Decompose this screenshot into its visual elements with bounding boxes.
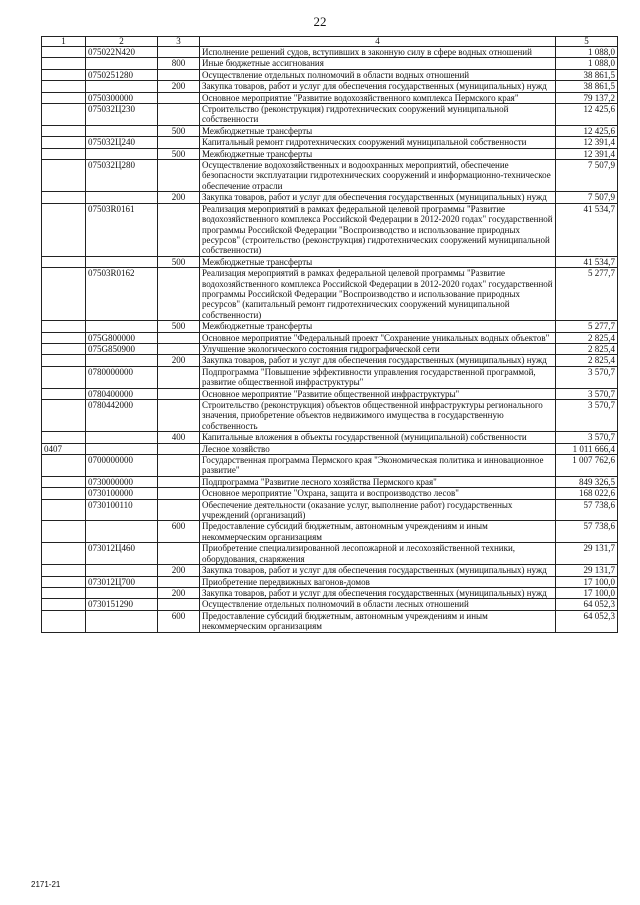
expense-type-cell: 200 xyxy=(158,565,200,576)
table-row xyxy=(42,488,618,499)
expense-type-cell xyxy=(158,499,200,521)
expense-type-cell xyxy=(158,268,200,321)
section-code-cell xyxy=(42,321,86,332)
section-code-cell xyxy=(42,125,86,136)
expense-type-cell: 500 xyxy=(158,125,200,136)
target-article-cell: 075022N420 xyxy=(86,47,158,58)
table-row xyxy=(42,148,618,159)
target-article-cell xyxy=(86,256,158,267)
table-header xyxy=(42,37,618,47)
expense-type-cell xyxy=(158,599,200,610)
target-article-cell xyxy=(86,432,158,443)
target-article-cell: 073012Ц700 xyxy=(86,576,158,587)
expense-type-cell: 800 xyxy=(158,58,200,69)
column-header-3: 3 xyxy=(158,37,200,47)
expense-type-cell xyxy=(158,455,200,477)
expense-type-cell xyxy=(158,366,200,388)
amount-cell: 3 570,7 xyxy=(556,400,618,432)
section-code-cell xyxy=(42,192,86,203)
section-code-cell xyxy=(42,104,86,126)
expense-type-cell: 600 xyxy=(158,521,200,543)
table-row xyxy=(42,587,618,598)
amount-cell: 38 861,5 xyxy=(556,81,618,92)
section-code-cell xyxy=(42,203,86,256)
table-row xyxy=(42,388,618,399)
amount-cell: 3 570,7 xyxy=(556,432,618,443)
amount-cell: 64 052,3 xyxy=(556,599,618,610)
amount-cell: 5 277,7 xyxy=(556,268,618,321)
item-name-cell: Межбюджетные трансферты xyxy=(200,148,556,159)
amount-cell: 12 425,6 xyxy=(556,125,618,136)
expense-type-cell: 200 xyxy=(158,355,200,366)
target-article-cell xyxy=(86,443,158,454)
target-article-cell: 0730100000 xyxy=(86,488,158,499)
item-name-cell: Строительство (реконструкция) объектов общественной инфраструктуры регионального значения, приобретение объектов недвижимого имущества в государственную собственность xyxy=(200,400,556,432)
section-code-cell xyxy=(42,58,86,69)
section-code-cell xyxy=(42,521,86,543)
expense-type-cell xyxy=(158,137,200,148)
table-row xyxy=(42,366,618,388)
item-name-cell: Лесное хозяйство xyxy=(200,443,556,454)
expense-type-cell xyxy=(158,388,200,399)
item-name-cell: Закупка товаров, работ и услуг для обеспечения государственных (муниципальных) нужд xyxy=(200,355,556,366)
section-code-cell xyxy=(42,543,86,565)
amount-cell: 41 534,7 xyxy=(556,256,618,267)
item-name-cell: Основное мероприятие "Федеральный проект "Сохранение уникальных водных объектов" xyxy=(200,332,556,343)
amount-cell: 1 011 666,4 xyxy=(556,443,618,454)
target-article-cell xyxy=(86,58,158,69)
column-header-5: 5 xyxy=(556,37,618,47)
section-code-cell xyxy=(42,332,86,343)
item-name-cell: Исполнение решений судов, вступивших в законную силу в сфере водных отношений xyxy=(200,47,556,58)
table-row xyxy=(42,599,618,610)
amount-cell: 7 507,9 xyxy=(556,160,618,192)
item-name-cell: Иные бюджетные ассигнования xyxy=(200,58,556,69)
target-article-cell xyxy=(86,355,158,366)
section-code-cell xyxy=(42,388,86,399)
target-article-cell: 075032Ц230 xyxy=(86,104,158,126)
section-code-cell xyxy=(42,69,86,80)
target-article-cell: 075G800000 xyxy=(86,332,158,343)
table-row xyxy=(42,499,618,521)
target-article-cell: 075G850900 xyxy=(86,343,158,354)
budget-table xyxy=(41,36,618,633)
target-article-cell xyxy=(86,565,158,576)
item-name-cell: Улучшение экологического состояния гидрографической сети xyxy=(200,343,556,354)
section-code-cell: 0407 xyxy=(42,443,86,454)
target-article-cell xyxy=(86,125,158,136)
item-name-cell: Закупка товаров, работ и услуг для обеспечения государственных (муниципальных) нужд xyxy=(200,565,556,576)
section-code-cell xyxy=(42,81,86,92)
target-article-cell: 075032Ц280 xyxy=(86,160,158,192)
target-article-cell: 0750300000 xyxy=(86,92,158,103)
table-row xyxy=(42,355,618,366)
amount-cell: 168 022,6 xyxy=(556,488,618,499)
section-code-cell xyxy=(42,455,86,477)
expense-type-cell: 500 xyxy=(158,256,200,267)
target-article-cell: 0730151290 xyxy=(86,599,158,610)
section-code-cell xyxy=(42,576,86,587)
section-code-cell xyxy=(42,343,86,354)
table-row xyxy=(42,455,618,477)
table-row xyxy=(42,69,618,80)
table-row xyxy=(42,443,618,454)
section-code-cell xyxy=(42,148,86,159)
expense-type-cell xyxy=(158,203,200,256)
table-row xyxy=(42,521,618,543)
amount-cell: 17 100,0 xyxy=(556,587,618,598)
item-name-cell: Подпрограмма "Повышение эффективности управления государственной программой, развитие общественной инфраструктуры" xyxy=(200,366,556,388)
section-code-cell xyxy=(42,366,86,388)
section-code-cell xyxy=(42,432,86,443)
target-article-cell: 0750251280 xyxy=(86,69,158,80)
table-row xyxy=(42,576,618,587)
amount-cell: 3 570,7 xyxy=(556,366,618,388)
item-name-cell: Капитальные вложения в объекты государственной (муниципальной) собственности xyxy=(200,432,556,443)
amount-cell: 41 534,7 xyxy=(556,203,618,256)
expense-type-cell: 200 xyxy=(158,192,200,203)
amount-cell: 79 137,2 xyxy=(556,92,618,103)
header-row xyxy=(42,37,618,47)
item-name-cell: Осуществление водохозяйственных и водоохранных мероприятий, обеспечение безопасности эксплуатации гидротехнических сооружений и информационно-техническое обеспечение отрасли xyxy=(200,160,556,192)
table-row xyxy=(42,47,618,58)
table-row xyxy=(42,343,618,354)
item-name-cell: Предоставление субсидий бюджетным, автономным учреждениям и иным некоммерческим организациям xyxy=(200,610,556,632)
expense-type-cell xyxy=(158,343,200,354)
amount-cell: 7 507,9 xyxy=(556,192,618,203)
expense-type-cell: 500 xyxy=(158,148,200,159)
amount-cell: 1 088,0 xyxy=(556,58,618,69)
section-code-cell xyxy=(42,137,86,148)
column-header-2: 2 xyxy=(86,37,158,47)
table-row xyxy=(42,192,618,203)
expense-type-cell: 200 xyxy=(158,587,200,598)
expense-type-cell xyxy=(158,47,200,58)
item-name-cell: Межбюджетные трансферты xyxy=(200,256,556,267)
table-row xyxy=(42,125,618,136)
table-body xyxy=(42,47,618,633)
expense-type-cell xyxy=(158,69,200,80)
amount-cell: 5 277,7 xyxy=(556,321,618,332)
item-name-cell: Основное мероприятие "Развитие водохозяйственного комплекса Пермского края" xyxy=(200,92,556,103)
section-code-cell xyxy=(42,160,86,192)
amount-cell: 2 825,4 xyxy=(556,332,618,343)
expense-type-cell xyxy=(158,400,200,432)
expense-type-cell xyxy=(158,543,200,565)
item-name-cell: Реализация мероприятий в рамках федеральной целевой программы "Развитие водохозяйственного комплекса Российской Федерации в 2012-2020 годах" государственной программы Российской Федерации "Воспроизводство и использование природных ресурсов" (капитальный ремонт гидротехнических сооружений муниципальной собственности) xyxy=(200,268,556,321)
target-article-cell: 0730000000 xyxy=(86,476,158,487)
section-code-cell xyxy=(42,355,86,366)
section-code-cell xyxy=(42,92,86,103)
item-name-cell: Осуществление отдельных полномочий в области лесных отношений xyxy=(200,599,556,610)
amount-cell: 3 570,7 xyxy=(556,388,618,399)
expense-type-cell xyxy=(158,332,200,343)
footer-code: 2171-21 xyxy=(31,880,61,889)
expense-type-cell: 400 xyxy=(158,432,200,443)
section-code-cell xyxy=(42,400,86,432)
target-article-cell: 0730100110 xyxy=(86,499,158,521)
amount-cell: 38 861,5 xyxy=(556,69,618,80)
target-article-cell: 07503R0162 xyxy=(86,268,158,321)
section-code-cell xyxy=(42,268,86,321)
expense-type-cell xyxy=(158,476,200,487)
target-article-cell: 0780442000 xyxy=(86,400,158,432)
page-number: 22 xyxy=(313,14,327,29)
amount-cell: 2 825,4 xyxy=(556,343,618,354)
table-row xyxy=(42,565,618,576)
item-name-cell: Подпрограмма "Развитие лесного хозяйства Пермского края" xyxy=(200,476,556,487)
item-name-cell: Закупка товаров, работ и услуг для обеспечения государственных (муниципальных) нужд xyxy=(200,192,556,203)
table-row xyxy=(42,92,618,103)
section-code-cell xyxy=(42,256,86,267)
table-row xyxy=(42,137,618,148)
target-article-cell: 0780400000 xyxy=(86,388,158,399)
table-row xyxy=(42,543,618,565)
table-row xyxy=(42,432,618,443)
target-article-cell xyxy=(86,81,158,92)
section-code-cell xyxy=(42,587,86,598)
item-name-cell: Осуществление отдельных полномочий в области водных отношений xyxy=(200,69,556,80)
column-header-1: 1 xyxy=(42,37,86,47)
expense-type-cell: 200 xyxy=(158,81,200,92)
amount-cell: 1 088,0 xyxy=(556,47,618,58)
item-name-cell: Закупка товаров, работ и услуг для обеспечения государственных (муниципальных) нужд xyxy=(200,81,556,92)
item-name-cell: Межбюджетные трансферты xyxy=(200,321,556,332)
table-row xyxy=(42,610,618,632)
item-name-cell: Обеспечение деятельности (оказание услуг, выполнение работ) государственных учреждений (организаций) xyxy=(200,499,556,521)
target-article-cell xyxy=(86,587,158,598)
item-name-cell: Основное мероприятие "Охрана, защита и воспроизводство лесов" xyxy=(200,488,556,499)
target-article-cell xyxy=(86,192,158,203)
item-name-cell: Капитальный ремонт гидротехнических сооружений муниципальной собственности xyxy=(200,137,556,148)
section-code-cell xyxy=(42,599,86,610)
expense-type-cell xyxy=(158,576,200,587)
target-article-cell xyxy=(86,521,158,543)
amount-cell: 17 100,0 xyxy=(556,576,618,587)
item-name-cell: Основное мероприятие "Развитие общественной инфраструктуры" xyxy=(200,388,556,399)
section-code-cell xyxy=(42,488,86,499)
expense-type-cell xyxy=(158,443,200,454)
amount-cell: 29 131,7 xyxy=(556,565,618,576)
item-name-cell: Реализация мероприятий в рамках федеральной целевой программы "Развитие водохозяйственного комплекса Российской Федерации в 2012-2020 годах" государственной программы Российской Федерации "Воспроизводство и использование природных ресурсов" (строительство (реконструкция) гидротехнических сооружений муниципальной собственности) xyxy=(200,203,556,256)
expense-type-cell: 500 xyxy=(158,321,200,332)
amount-cell: 64 052,3 xyxy=(556,610,618,632)
expense-type-cell xyxy=(158,160,200,192)
section-code-cell xyxy=(42,47,86,58)
amount-cell: 2 825,4 xyxy=(556,355,618,366)
target-article-cell xyxy=(86,610,158,632)
table-row xyxy=(42,203,618,256)
target-article-cell: 0780000000 xyxy=(86,366,158,388)
item-name-cell: Государственная программа Пермского края "Экономическая политика и инновационное развитие" xyxy=(200,455,556,477)
amount-cell: 29 131,7 xyxy=(556,543,618,565)
item-name-cell: Приобретение передвижных вагонов-домов xyxy=(200,576,556,587)
amount-cell: 57 738,6 xyxy=(556,499,618,521)
table-row xyxy=(42,476,618,487)
table-row xyxy=(42,104,618,126)
target-article-cell: 075032Ц240 xyxy=(86,137,158,148)
table-row xyxy=(42,81,618,92)
table-row xyxy=(42,58,618,69)
amount-cell: 12 425,6 xyxy=(556,104,618,126)
section-code-cell xyxy=(42,499,86,521)
amount-cell: 849 326,5 xyxy=(556,476,618,487)
target-article-cell: 07503R0161 xyxy=(86,203,158,256)
item-name-cell: Межбюджетные трансферты xyxy=(200,125,556,136)
amount-cell: 12 391,4 xyxy=(556,148,618,159)
table-row xyxy=(42,268,618,321)
target-article-cell xyxy=(86,321,158,332)
table-row xyxy=(42,400,618,432)
expense-type-cell xyxy=(158,92,200,103)
amount-cell: 57 738,6 xyxy=(556,521,618,543)
table-row xyxy=(42,332,618,343)
item-name-cell: Строительство (реконструкция) гидротехнических сооружений муниципальной собственности xyxy=(200,104,556,126)
item-name-cell: Приобретение специализированной лесопожарной и лесохозяйственной техники, оборудования, снаряжения xyxy=(200,543,556,565)
amount-cell: 12 391,4 xyxy=(556,137,618,148)
expense-type-cell xyxy=(158,488,200,499)
item-name-cell: Закупка товаров, работ и услуг для обеспечения государственных (муниципальных) нужд xyxy=(200,587,556,598)
expense-type-cell: 600 xyxy=(158,610,200,632)
column-header-4: 4 xyxy=(200,37,556,47)
section-code-cell xyxy=(42,610,86,632)
table-row xyxy=(42,321,618,332)
expense-type-cell xyxy=(158,104,200,126)
section-code-cell xyxy=(42,565,86,576)
item-name-cell: Предоставление субсидий бюджетным, автономным учреждениям и иным некоммерческим организациям xyxy=(200,521,556,543)
table-row xyxy=(42,160,618,192)
target-article-cell: 0700000000 xyxy=(86,455,158,477)
target-article-cell: 073012Ц460 xyxy=(86,543,158,565)
amount-cell: 1 007 762,6 xyxy=(556,455,618,477)
table-row xyxy=(42,256,618,267)
section-code-cell xyxy=(42,476,86,487)
target-article-cell xyxy=(86,148,158,159)
